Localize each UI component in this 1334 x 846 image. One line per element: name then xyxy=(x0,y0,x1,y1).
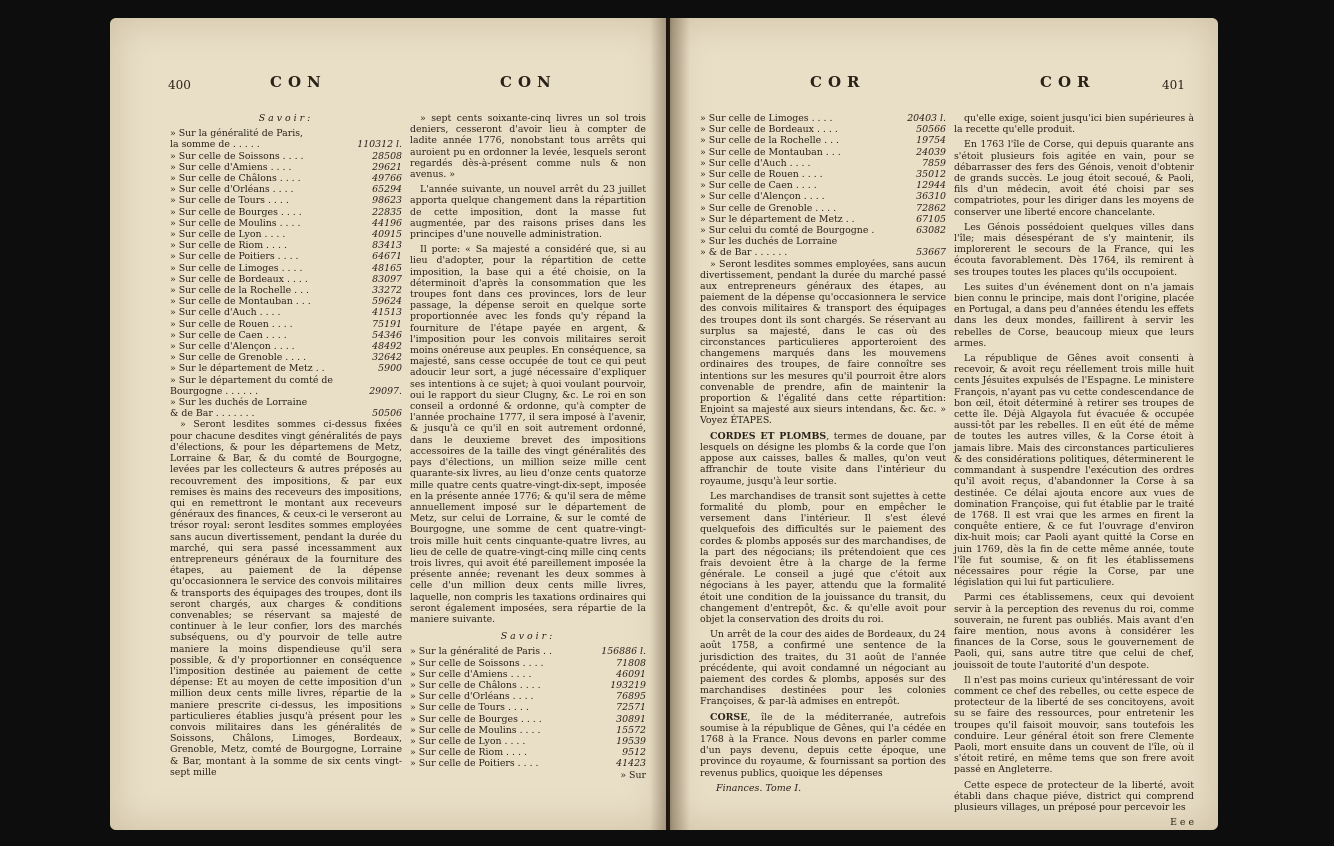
entry-label: » Sur celle de Bourges . . . . xyxy=(410,713,542,725)
entry-value: 9512 xyxy=(622,747,646,759)
entry-value xyxy=(942,236,946,247)
entry-value: 72862 xyxy=(916,202,946,214)
entry-row xyxy=(700,180,946,191)
entry-row xyxy=(410,725,646,736)
entry-label: » Sur le département du comté de xyxy=(170,374,333,386)
entry-value: 50506 xyxy=(372,408,402,420)
entry-value: 40915 xyxy=(372,229,402,241)
entry-label: » Sur celui du comté de Bourgogne . xyxy=(700,225,875,237)
entry-value: 54346 xyxy=(372,329,402,341)
entry-row xyxy=(170,162,402,173)
entry-value: 83097 xyxy=(372,273,402,285)
entry-value: 75191 xyxy=(372,318,402,330)
entry-row xyxy=(700,214,946,225)
entry-value: 76895 xyxy=(616,691,646,703)
entry-label: » Sur celle d'Orléans . . . . xyxy=(410,691,534,703)
entry-value xyxy=(398,397,402,408)
left-header-col1: CON xyxy=(270,73,327,91)
paragraph: L'année suivante, un nouvel arrêt du 23 juillet apporta quelque changement dans la répartition de cette imposition, dont la masse fut augmentée, par des raisons prises dans les principes d'une nouvelle administration. xyxy=(410,184,646,241)
entry-row xyxy=(410,691,646,702)
entry-row xyxy=(700,147,946,158)
entry-value: 64671 xyxy=(372,251,402,263)
paragraph: qu'elle exige, soient jusqu'ici bien supérieures à la recette qu'elle produit. xyxy=(954,113,1194,136)
paragraph: » sept cents soixante-cinq livres un sol trois deniers, cesseront d'avoir lieu à compter de ladite année 1776, nonobstant tous arrêts qui auroient pu en ordonner la levée, lesquels seront regardés dès-à-présent comme nuls & non avenus. » xyxy=(410,113,646,181)
entry-label: » Sur celle de Bordeaux . . . . xyxy=(170,273,308,285)
paragraph: Il n'est pas moins curieux qu'intéressant de voir comment ce chef des rebelles, ou cette espece de protecteur de la liberté de ses concitoyens, avoit su se faire des ressources, pour entretenir les troupes qu'il faisoit mouvoir, sans toutefois les conduire. Leur général étoit son frere Clemente Paoli, mort ensuite dans un couvent de l'île, où il s'étoit retiré, en même tems que son frere avoit passé en Angleterre. xyxy=(954,674,1194,776)
entry-value: 65294 xyxy=(372,184,402,196)
term-cordes-et-plombs: CORDES ET PLOMBS xyxy=(710,430,827,442)
entry-label: & de Bar . . . . . . . xyxy=(170,408,255,420)
entry-label: » Sur celle de Riom . . . . xyxy=(170,240,287,252)
entry-row xyxy=(170,173,402,184)
entry-value: 72571 xyxy=(616,702,646,714)
entry-row xyxy=(410,669,646,680)
entry-value: 32642 xyxy=(372,352,402,364)
entry-row xyxy=(410,646,646,657)
entry-value: 7859 xyxy=(922,157,946,169)
entry-row xyxy=(170,397,402,408)
page-footer: Finances. Tome I. xyxy=(716,782,802,794)
paragraph: La république de Gênes avoit consenti à recevoir, & avoit reçu réellement trois mille huit cents Jésuites expulsés de l'Espagne. Le ministere François, n'ayant pas vu cette condescendance de bon œil, étoit déterminé à retirer ses troupes de cette île. Déjà Algayola fut évacuée & occupée aussi-tôt par les rebelles. Il en eût été de même de toutes les autres villes, & la Corse étoit à jamais libre. Mais des circonstances particulieres & des considérations politiques, déterminerent le commandant à suspendre l'exécution des ordres qu'il avoit reçus, d'abandonner la Corse à sa destinée. Ce délai ajouta encore aux vues de domination Françoise, qui fut établie par le traité de 1768. Il est vrai que les armes en firent la conquête entiere, & ce fut l'ouvrage d'environ dix-huit mois; car Paoli ayant quitté la Corse en juin 1769, dès la fin de cette même année, toute l'île fut soumise, & on fit les établissemens nécessaires pour régie la Corse, par une législation qui lui fut particuliere. xyxy=(954,353,1194,589)
entry-value xyxy=(398,128,402,139)
entry-label: » Sur celle de Limoges . . . . xyxy=(170,262,303,274)
entry-row xyxy=(170,251,402,262)
paragraph: Il porte: « Sa majesté a considéré que, si au lieu d'adopter, pour la répartition de cette imposition, la base qui a été choisie, on la déterminoit d'après la consommation que les troupes font dans ces provinces, lors de leur passage, la dépense seroit en quelque sorte proportionnée avec les fonds qu'y répand la fourniture de l'étape payée en argent, & l'imposition pour les convois militaires seroit moins onéreuse aux peuples. En conséquence, sa majesté, sans cesse occupée de tout ce qui peut adoucir leur sort, a jugé nécessaire d'expliquer ses intentions à ce sujet; à quoi voulant pourvoir, oui le rapport du sieur Clugny, &c. Le roi en son conseil a ordonné & ordonne, qu'à compter de l'année prochaine 1777, il sera imposé à l'avenir, & jusqu'à ce qu'il en soit autrement ordonné, dans le deuxieme brevet des impositions accessoires de la taille des vingt généralités des pays d'élections, un million seize mille cent quarante-six livres, au lieu d'onze cents quatorze mille quatre cents quatre-vingt-dix-sept, imposée en la présente année 1776; & qu'il sera de même annuellement imposé sur le département de Metz, sur celui de Lorraine, & sur le comté de Bourgogne, une somme de cent quatre-vingt-trois mille huit cents cinquante-quatre livres, au lieu de celle de quatre-vingt-cinq mille cinq cents trois livres, qui avoit été pareillement imposée la présente année; revenant les deux sommes à celle d'un million deux cents mille livres, laquelle, non compris les taxations ordinaires qui seront également imposées, sera répartie de la maniere suivante. xyxy=(410,244,646,625)
right-entries-list xyxy=(700,113,946,259)
entry-value: 50566 xyxy=(916,124,946,136)
entry-label: » Sur celle d'Orléans . . . . xyxy=(170,184,294,196)
entry-label: » Sur celle de Bordeaux . . . . xyxy=(700,124,838,136)
entry-value: 22835 xyxy=(372,206,402,218)
savoir-heading-2: Savoir: xyxy=(500,631,556,643)
entry-row xyxy=(700,169,946,180)
paragraph: Cette espece de protecteur de la liberté, avoit établi dans chaque piéve, district qui comprend plusieurs villages, un préposé pour percevoir les xyxy=(954,779,1194,813)
entry-value: 193219 xyxy=(610,679,646,691)
savoir-heading: Savoir: xyxy=(258,113,314,124)
entry-label: Bourgogne . . . . . . xyxy=(170,385,259,397)
entry-value: 30891 xyxy=(616,713,646,725)
entry-label: » Sur celle de Bourges . . . . xyxy=(170,206,302,218)
entry-row xyxy=(170,151,402,162)
entry-row xyxy=(170,352,402,363)
entry-row xyxy=(700,135,946,146)
entry-label: » Sur celle de la Rochelle . . . xyxy=(700,135,840,147)
entry-label: » Sur celle de Rouen . . . . xyxy=(170,318,293,330)
entry-value: 29097. xyxy=(369,385,402,397)
entry-label: » Sur celle de Grenoble . . . . xyxy=(170,352,307,364)
signature-mark: E e e xyxy=(1170,817,1194,829)
left-column-2 xyxy=(410,113,646,781)
entry-value: 71808 xyxy=(616,657,646,669)
right-col2-text xyxy=(954,113,1194,813)
entry-label: » Sur celle de Rouen . . . . xyxy=(700,169,823,181)
entry-row xyxy=(700,225,946,236)
left-col1-text xyxy=(170,419,402,778)
entry-value: 48165 xyxy=(372,262,402,274)
entry-row xyxy=(170,218,402,229)
right-col1-text-2 xyxy=(700,491,946,708)
entry-row xyxy=(700,191,946,202)
right-col1-text xyxy=(700,259,946,427)
entry-value xyxy=(398,375,402,386)
paragraph: » Seront lesdites sommes employées, sans aucun divertissement, pendant la durée du marché passé aux entrepreneurs généraux des étapes, au paiement de la dépense qu'occasionnera le service des convois militaires & transport des équipages des troupes dont ils sont chargés. Se réservant au surplus sa majesté, dans le cas où des circonstances particulieres apporteroient des changemens marqués dans les mouvemens ordinaires des troupes, de faire connoître ses intentions sur les mesures qu'il pourroit être alors convenable de prendre, afin de maintenir la proportion & l'égalité dans cette répartition: Enjoint sa majesté aux sieurs intendans, &c. &c. » Voyez ÉTAPES. xyxy=(700,258,946,427)
entry-row xyxy=(170,363,402,374)
entry-value: 5900 xyxy=(378,363,402,375)
entry-row xyxy=(170,341,402,352)
entry-value: 41423 xyxy=(616,758,646,770)
entry-label: » Sur celle de Châlons . . . . xyxy=(410,679,541,691)
entry-row xyxy=(170,375,402,386)
entry-label: » Sur celle d'Amiens . . . . xyxy=(170,161,292,173)
entry-value: 46091 xyxy=(616,668,646,680)
entry-value: 67105 xyxy=(916,213,946,225)
entry-label: » Sur celle de la Rochelle . . . xyxy=(170,285,310,297)
entry-value: 19539 xyxy=(616,735,646,747)
entry-value: 33272 xyxy=(372,285,402,297)
entry-value: 12944 xyxy=(916,180,946,192)
right-column-2 xyxy=(954,113,1194,828)
entry-value: 15572 xyxy=(616,724,646,736)
entry-row xyxy=(170,207,402,218)
entry-label: » Sur celle de Riom . . . . xyxy=(410,747,527,759)
entry-row xyxy=(700,158,946,169)
entry-label: » Sur celle de Soissons . . . . xyxy=(410,657,544,669)
entry-label: » Sur celle de Montauban . . . xyxy=(700,146,841,158)
right-header-col1: COR xyxy=(810,73,866,91)
cordes-et-plombs-entry: CORDES ET PLOMBS, termes de douane, par lesquels on désigne les plombs & la corde que l'on appose aux caisses, balles & malles, qu'on veut affranchir de toute visite dans l'intérieur du royaume, jusqu'à leur sortie. xyxy=(700,430,946,487)
entry-value: 63082 xyxy=(916,225,946,237)
entry-value: 28508 xyxy=(372,150,402,162)
entry-value: 36310 xyxy=(916,191,946,203)
entry-value: 53667 xyxy=(916,247,946,259)
entry-value: 98623 xyxy=(372,195,402,207)
entry-label: » Sur celle de Grenoble . . . . xyxy=(700,202,837,214)
entry-row xyxy=(170,307,402,318)
entry-row xyxy=(170,319,402,330)
entry-row xyxy=(170,408,402,419)
entry-label: » Sur celle de Caen . . . . xyxy=(170,329,287,341)
corse-entry: CORSE, île de la méditerranée, autrefois soumise à la république de Gênes, qui l'a cédée en 1768 à la France. Nous devons en parler comme d'un pays devenu, depuis cette époque, une province du royaume, & fournissant sa portion des revenus publics, quoique les dépenses xyxy=(700,711,946,779)
entry-row xyxy=(170,229,402,240)
entry-label: » Sur le département de Metz . . xyxy=(700,213,855,225)
entry-label: » Sur celle de Lyon . . . . xyxy=(410,735,526,747)
paragraph: En 1763 l'île de Corse, qui depuis quarante ans s'étoit plusieurs fois agitée en vain, pour se débarrasser des fers des Génois, venoit d'obtenir de grands succès. Le joug étoit secoué, & Paoli, fils d'un médecin, avoit été choisi par ses compatriotes, pour les diriger dans les moyens de conserver une liberté encore chancelante. xyxy=(954,139,1194,218)
entry-row xyxy=(170,139,402,150)
entry-row xyxy=(170,386,402,397)
paragraph: Parmi ces établissemens, ceux qui devoient servir à la perception des revenus du roi, comme souverain, ne furent pas oubliés. Mais avant d'en faire mention, nous avons à considérer les finances de la Corse, sous le gouvernement de Paoli, qui, sans autre titre que celui de chef, jouissoit de toute l'autorité d'un despote. xyxy=(954,592,1194,671)
entry-value: 35012 xyxy=(916,169,946,181)
entry-label: » Sur les duchés de Lorraine xyxy=(170,397,308,409)
entry-value: 20403 l. xyxy=(907,113,946,124)
entry-value: 44196 xyxy=(372,217,402,229)
book-gutter xyxy=(650,18,690,830)
entry-row xyxy=(170,263,402,274)
entry-label: » Sur celle de Limoges . . . . xyxy=(700,113,833,124)
entry-value: 19754 xyxy=(916,135,946,147)
entry-label: la somme de . . . . . xyxy=(170,139,260,151)
entry-row xyxy=(700,203,946,214)
entry-row xyxy=(410,758,646,769)
entry-label: » Sur celle de Caen . . . . xyxy=(700,180,817,192)
entry-value: 110312 l. xyxy=(357,139,402,151)
paragraph: Un arrêt de la cour des aides de Bordeaux, du 24 août 1758, a confirmé une sentence de la jurisdiction des traites, du 31 août de l'année précédente, qui avoit condamné un négociant au paiement des cordes & plombs, apposés sur des marchandises destinées pour les colonies Françoises, & par-là admises en entrepôt. xyxy=(700,629,946,708)
entry-row xyxy=(700,124,946,135)
paragraph: Les suites d'un événement dont on n'a jamais bien connu le principe, mais dont l'origine, placée en Portugal, a dans peu d'années étendu les effets dans les deux mondes, faillirent à servir les rebelles de Corse, beaucoup mieux que leurs armes. xyxy=(954,281,1194,349)
entry-row xyxy=(170,285,402,296)
paragraph: Les marchandises de transit sont sujettes à cette formalité du plomb, pour en empêcher le versement dans l'intérieur. Il s'est élevé quelquefois des difficultés sur le paiement des cordes & plombs apposés sur des marchandises, de la part des négocians; ils prétendoient que ces frais devoient être à la charge de la ferme générale. Le conseil a jugé que c'étoit aux négocians à les payer, attendu que la formalité étoit une condition de la jouissance du transit, du changement d'entrepôt, &c. & qu'elle avoit pour objet la conservation des droits du roi. xyxy=(700,490,946,625)
entry-row xyxy=(170,128,402,139)
entry-label: » & de Bar . . . . . . xyxy=(700,247,788,259)
right-column-1 xyxy=(700,113,946,794)
entry-label: » Sur celle de Poitiers . . . . xyxy=(410,758,539,770)
entry-label: » Sur celle de Châlons . . . . xyxy=(170,173,301,185)
entry-label: » Sur les duchés de Lorraine xyxy=(700,236,838,248)
entry-label: » Sur celle de Tours . . . . xyxy=(410,702,529,714)
term-corse: CORSE xyxy=(710,711,748,723)
entry-row xyxy=(700,236,946,247)
entry-row xyxy=(410,702,646,713)
entry-row xyxy=(170,274,402,285)
entry-row xyxy=(170,296,402,307)
left-column-1 xyxy=(170,113,402,782)
entry-value: 156886 l. xyxy=(601,646,646,658)
entry-value: 41513 xyxy=(372,307,402,319)
entry-label: » Sur celle d'Amiens . . . . xyxy=(410,668,532,680)
entry-row xyxy=(170,240,402,251)
entry-label: » Sur celle de Tours . . . . xyxy=(170,195,289,207)
left-page xyxy=(110,18,666,830)
entry-row xyxy=(170,184,402,195)
entry-value: 29621 xyxy=(372,161,402,173)
right-page xyxy=(670,18,1218,830)
entry-label: » Sur celle de Poitiers . . . . xyxy=(170,251,299,263)
entry-row xyxy=(700,113,946,124)
entry-value: 49766 xyxy=(372,173,402,185)
entry-label: » Sur celle de Moulins . . . . xyxy=(410,724,541,736)
entry-row xyxy=(410,736,646,747)
right-header-col2: COR xyxy=(1040,73,1096,91)
paragraph: » Seront lesdites sommes ci-dessus fixées pour chacune desdites vingt généralités de pays d'élections, & pour les départemens de Metz, Lorraine & Bar, & du comté de Bourgogne, levées par les collecteurs & autres préposés au recouvrement des impositions, & par eux remises ès mains des receveurs des impositions, qui en remettront le montant aux receveurs généraux des finances, & ceux-ci le verseront au trésor royal: seront lesdites sommes employées sans aucun divertissement, pendant la durée du marché, qui sera passé incessamment aux entrepreneurs généraux de la fourniture des étapes, au paiement de la dépense qu'occasionnera le service des convois militaires & transports des équipages des troupes, dont ils seront chargés, aux charges & conditions convenables; se réservant sa majesté de continuer à le leur confier, lors des marchés subséquens, ou d'y pourvoir de telle autre maniere la moins dispendieuse qu'il sera possible, & d'y proportionner en conséquence l'imposition destinée au paiement de cette dépense: Et au moyen de cette imposition d'un million deux cents mille livres, répartie de la maniere prescrite ci-dessus, les impositions particulieres établies jusqu'à présent pour les convois militaires dans les généralités de Soissons, Châlons, Limoges, Bordeaux, Grenoble, Metz, comté de Bourgogne, Lorraine & Bar, montant à la somme de six cents vingt-sept mille xyxy=(170,419,403,778)
entry-label: » Sur celle d'Auch . . . . xyxy=(170,307,281,319)
entry-label: » Sur celle de Soissons . . . . xyxy=(170,150,304,162)
left-entries-list xyxy=(170,128,402,419)
entry-value: 48492 xyxy=(372,341,402,353)
entry-label: » Sur le département de Metz . . xyxy=(170,363,325,375)
entry-row xyxy=(170,195,402,206)
entry-row xyxy=(170,330,402,341)
left-col2-text xyxy=(410,113,646,625)
entry-label: » Sur celle d'Alençon . . . . xyxy=(170,341,295,353)
entry-row xyxy=(700,247,946,258)
entry-row xyxy=(410,747,646,758)
entry-label: » Sur celle d'Auch . . . . xyxy=(700,157,811,169)
entry-row xyxy=(410,680,646,691)
entry-row xyxy=(410,714,646,725)
entry-row xyxy=(410,658,646,669)
entry-label: » Sur celle de Montauban . . . xyxy=(170,296,311,308)
entry-label: » Sur celle de Lyon . . . . xyxy=(170,229,286,241)
entry-label: » Sur celle d'Alençon . . . . xyxy=(700,191,825,203)
entry-label: » Sur la généralité de Paris . . xyxy=(410,646,552,658)
left-header-col2: CON xyxy=(500,73,557,91)
right-page-number: 401 xyxy=(1162,78,1185,92)
entry-label: » Sur celle de Moulins . . . . xyxy=(170,217,301,229)
entry-value: 24039 xyxy=(916,146,946,158)
left-page-number: 400 xyxy=(168,78,191,92)
catchword: » Sur xyxy=(620,769,646,781)
entry-value: 59624 xyxy=(372,296,402,308)
paragraph: Les Génois possédoient quelques villes dans l'île; mais désespérant de s'y maintenir, ils implorerent le secours de la France, qui les écouta favorablement. Dès 1764, ils remirent à ses troupes toutes les places qu'ils occupoient. xyxy=(954,221,1194,278)
entry-value: 83413 xyxy=(372,240,402,252)
left-entries-list-2 xyxy=(410,646,646,769)
entry-label: » Sur la généralité de Paris, xyxy=(170,128,303,140)
